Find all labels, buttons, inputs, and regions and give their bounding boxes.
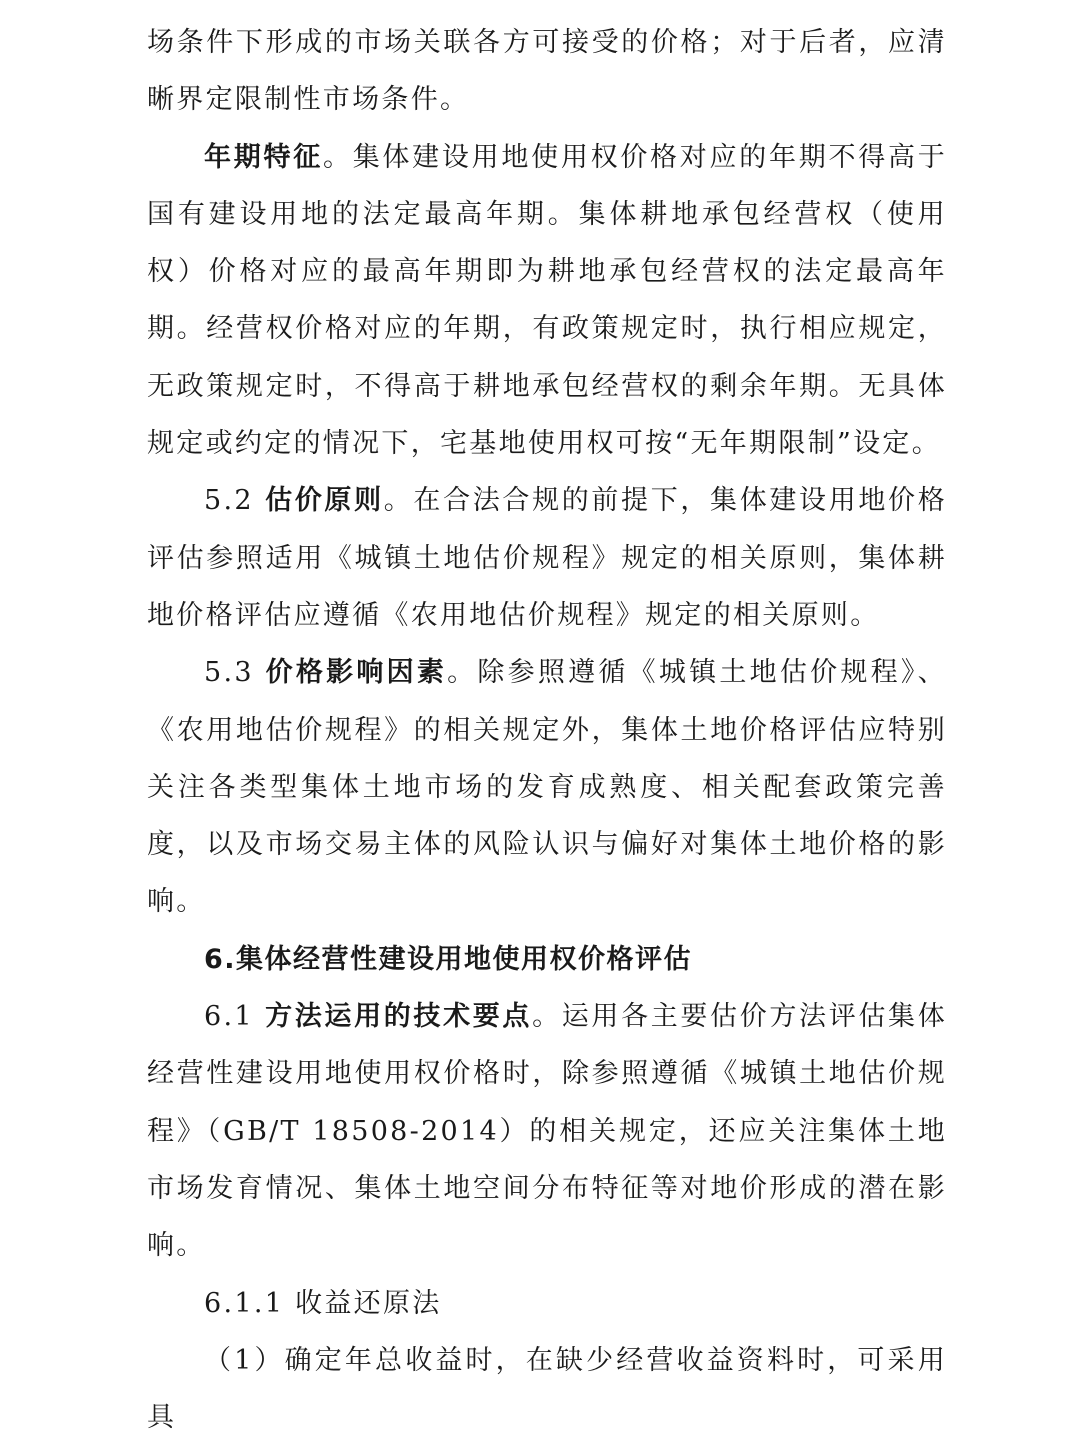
section-label: 方法运用的技术要点 xyxy=(265,1001,533,1033)
paragraph-5-3 xyxy=(147,644,947,930)
paragraph-item-1: （1）确定年总收益时，在缺少经营收益资料时，可采用具 xyxy=(147,1344,947,1434)
paragraph-5-2 xyxy=(147,472,947,644)
section-label: 价格影响因素 xyxy=(265,657,448,689)
document-page xyxy=(147,14,947,1446)
section-label: 估价原则 xyxy=(265,485,384,517)
section-text: 。除参照遵循《城镇土地估价规程》、《农用地估价规程》的相关规定外，集体土地价格评估应特别关注各类型集体土地市场的发育成熟度、相关配套政策完善度，以及市场交易主体的风险认识与偏好对集体土地价格的影响。 xyxy=(147,657,947,918)
subsection-heading-6-1-1: 6.1.1 收益还原法 xyxy=(204,1287,442,1319)
section-number: 5.2 xyxy=(204,485,266,517)
section-number: 6.1 xyxy=(204,1001,266,1033)
term-label: 年期特征 xyxy=(204,141,323,173)
section-heading-6: 6.集体经营性建设用地使用权价格评估 xyxy=(204,943,693,975)
section-text: 。运用各主要估价方法评估集体经营性建设用地使用权价格时，除参照遵循《城镇土地估价规程》（GB/T 18508-2014）的相关规定，还应关注集体土地市场发育情况、集体土地空间分布特征等对地价形成的潜在影响。 xyxy=(147,1001,948,1262)
paragraph-term-feature xyxy=(147,129,947,473)
term-text: 。集体建设用地使用权价格对应的年期不得高于国有建设用地的法定最高年期。集体耕地承包经营权（使用权）价格对应的最高年期即为耕地承包经营权的法定最高年期。经营权价格对应的年期，有政策规定时，执行相应规定，无政策规定时，不得高于耕地承包经营权的剩余年期。无具体规定或约定的情况下，宅基地使用权可按“无年期限制”设定。 xyxy=(147,141,947,460)
section-text: 。在合法合规的前提下，集体建设用地价格评估参照适用《城镇土地估价规程》规定的相关原则，集体耕地价格评估应遵循《农用地估价规程》规定的相关原则。 xyxy=(147,485,947,631)
section-number: 5.3 xyxy=(204,657,266,689)
paragraph-continuation: 场条件下形成的市场关联各方可接受的价格；对于后者，应清晰界定限制性市场条件。 xyxy=(147,27,947,116)
paragraph-6-1 xyxy=(147,988,947,1274)
